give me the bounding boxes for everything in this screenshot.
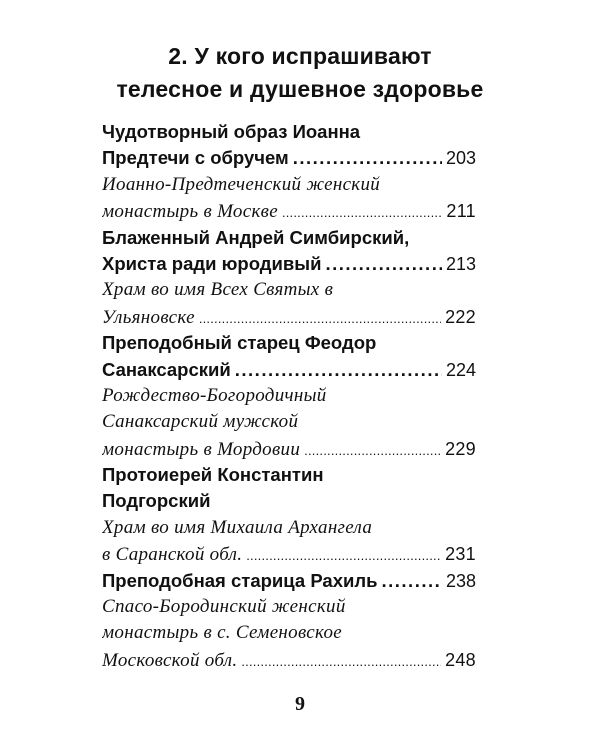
dot-leader	[325, 251, 442, 277]
toc-entry-place	[102, 594, 476, 620]
toc-entry-place-page: 248	[445, 649, 476, 670]
toc-entry-title	[102, 568, 476, 594]
dot-leader	[282, 200, 442, 224]
toc-entry-place-text: Иоанно-Предтеченский женский	[102, 173, 381, 195]
toc-entry-place-text: Храм во имя Всех Святых в	[102, 279, 334, 301]
table-of-contents	[102, 119, 476, 673]
toc-entry-place-text: монастырь в с. Семеновское	[102, 622, 342, 644]
toc-entry-place	[102, 198, 476, 224]
toc-entry-title	[102, 225, 476, 251]
toc-entry-place-text: монастырь в Москве	[102, 201, 278, 223]
toc-entry-title-text: Санаксарский	[102, 358, 231, 380]
toc-entry-title-text: Преподобный старец Феодор	[102, 332, 377, 354]
toc-entry-place-page: 211	[446, 201, 476, 222]
toc-entry-title	[102, 488, 476, 514]
toc-entry-place	[102, 436, 476, 462]
toc-entry-title-text: Блаженный Андрей Симбирский,	[102, 226, 410, 248]
toc-entry-title	[102, 119, 476, 145]
toc-entry-title	[102, 330, 476, 356]
toc-entry-title-page: 224	[445, 359, 476, 380]
toc-entry-title-page: 213	[445, 253, 476, 274]
dot-leader	[246, 543, 441, 567]
toc-entry-place	[102, 277, 476, 303]
toc-entry-place	[102, 304, 476, 330]
toc-entry-place-text: Московской обл.	[102, 649, 238, 671]
toc-entry-place-text: Спасо-Бородинский женский	[102, 596, 346, 618]
toc-entry-place-page: 222	[445, 306, 476, 327]
toc-entry-place-text: Храм во имя Михаила Архангела	[102, 516, 373, 538]
toc-entry-place-page: 231	[445, 544, 476, 565]
dot-leader	[199, 306, 441, 330]
toc-entry-place	[102, 409, 476, 435]
toc-entry-title	[102, 251, 476, 277]
dot-leader	[235, 357, 442, 383]
toc-entry-title-text: Христа ради юродивый	[102, 252, 322, 274]
dot-leader	[382, 568, 442, 594]
toc-entry-title-page: 238	[445, 570, 476, 591]
toc-entry-place-text: Рождество-Богородичный	[102, 384, 327, 406]
toc-entry-place	[102, 515, 476, 541]
toc-entry-title	[102, 462, 476, 488]
toc-entry-place	[102, 620, 476, 646]
section-heading-line-1: 2. У кого испрашивают	[168, 43, 432, 69]
toc-entry-place	[102, 383, 476, 409]
toc-entry-place-text: Санаксарский мужской	[102, 411, 299, 433]
toc-entry-place	[102, 172, 476, 198]
toc-entry-title-text: Протоиерей Константин	[102, 464, 324, 486]
toc-entry-place	[102, 647, 476, 673]
toc-entry-title-page: 203	[445, 148, 476, 169]
toc-entry-title-text: Предтечи с обручем	[102, 147, 289, 169]
dot-leader	[293, 145, 442, 171]
toc-entry-title	[102, 357, 476, 383]
toc-entry-title	[102, 145, 476, 171]
toc-entry-place-page: 229	[445, 438, 476, 459]
dot-leader	[304, 438, 441, 462]
dot-leader	[241, 649, 441, 673]
page-number: 9	[295, 693, 305, 715]
toc-entry-title-text: Чудотворный образ Иоанна	[102, 121, 361, 142]
toc-entry-title-text: Подгорский	[102, 490, 211, 512]
section-heading	[70, 40, 530, 106]
toc-entry-place-text: Ульяновске	[102, 306, 195, 328]
toc-entry-title-text: Преподобная старица Рахиль	[102, 569, 378, 591]
toc-entry-place-text: в Саранской обл.	[102, 544, 243, 566]
toc-entry-place-text: монастырь в Мордовии	[102, 438, 301, 460]
section-heading-line-2: телесное и душевное здоровье	[116, 76, 484, 102]
toc-entry-place	[102, 541, 476, 567]
